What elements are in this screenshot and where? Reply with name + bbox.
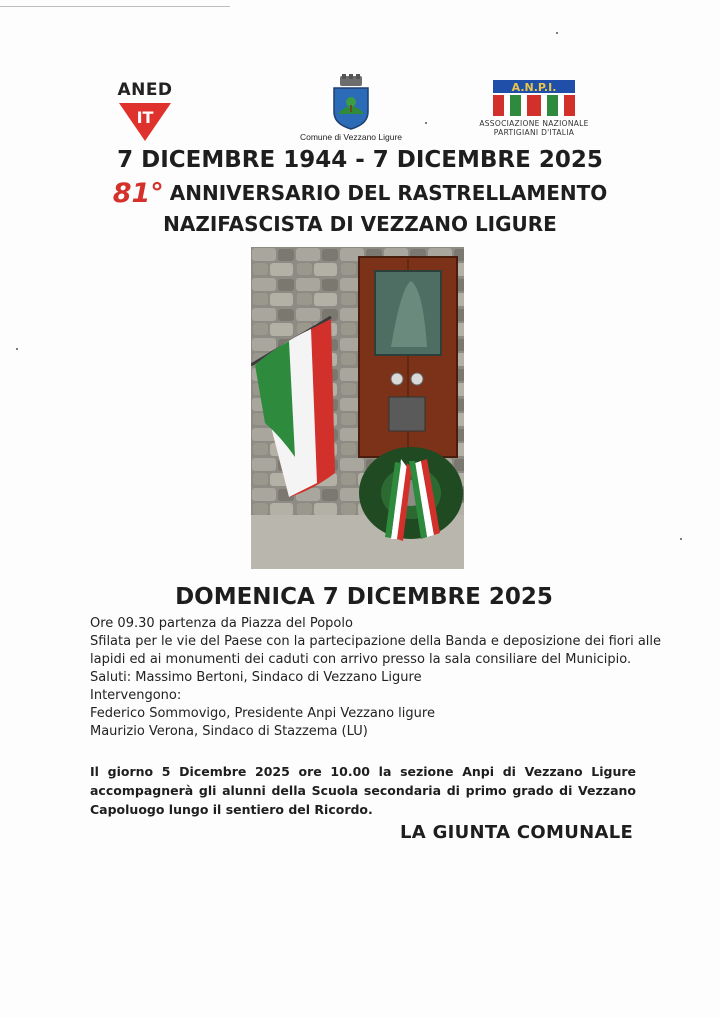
program-line: Sfilata per le vie del Paese con la partecipazione della Banda e deposizione dei fiori alle <box>90 634 662 649</box>
comune-caption: Comune di Vezzano Ligure <box>299 132 403 142</box>
scan-speck <box>425 122 427 124</box>
name-plate <box>389 397 425 431</box>
heading-line3: NAZIFASCISTA DI VEZZANO LIGURE <box>163 212 557 236</box>
program-line: Intervengono: <box>90 688 182 703</box>
heading-line2: ANNIVERSARIO DEL RASTRELLAMENTO <box>169 181 608 205</box>
scan-line <box>0 6 230 7</box>
anpi-name-line1: ASSOCIAZIONE NAZIONALE <box>479 119 589 128</box>
aned-badge-text: IT <box>136 108 154 127</box>
school-notice: Il giorno 5 Dicembre 2025 ore 10.00 la sezione Anpi di Vezzano Ligure accompagnerà gli alunni della Scuola secondaria di primo grado di Vezzano Capoluogo lungo il sentiero del Ricordo. <box>90 764 636 817</box>
anpi-flag-icon <box>493 80 575 116</box>
aned-logo-text: ANED <box>117 80 173 100</box>
anpi-badge-text: A.N.P.I. <box>511 81 557 94</box>
memorial-photo <box>251 247 464 569</box>
program-text <box>90 615 662 741</box>
comune-coat-of-arms-icon <box>330 74 372 130</box>
program-line: Ore 09.30 partenza da Piazza del Popolo <box>90 616 353 631</box>
heading-dates: 7 DICEMBRE 1944 - 7 DICEMBRE 2025 <box>117 147 603 173</box>
scan-speck <box>16 348 18 350</box>
scan-speck <box>680 538 682 540</box>
scan-speck <box>556 32 558 34</box>
program-line: lapidi ed ai monumenti dei caduti con arrivo presso la sala consiliare del Municipio. <box>90 652 632 667</box>
program-line: Maurizio Verona, Sindaco di Stazzema (LU) <box>90 724 368 739</box>
program-line: Saluti: Massimo Bertoni, Sindaco di Vezzano Ligure <box>90 670 422 685</box>
anniversary-number: 81° <box>112 178 164 209</box>
comune-logo <box>296 74 406 148</box>
aned-logo <box>112 80 178 150</box>
anpi-name-line2: PARTIGIANI D'ITALIA <box>493 128 575 137</box>
event-date: DOMENICA 7 DICEMBRE 2025 <box>175 584 553 610</box>
signature: LA GIUNTA COMUNALE <box>400 822 634 843</box>
program-line: Federico Sommovigo, Presidente Anpi Vezzano ligure <box>90 706 435 721</box>
anpi-logo <box>476 80 592 140</box>
heading-anniversary <box>0 176 720 207</box>
aned-triangle-icon <box>117 101 173 143</box>
